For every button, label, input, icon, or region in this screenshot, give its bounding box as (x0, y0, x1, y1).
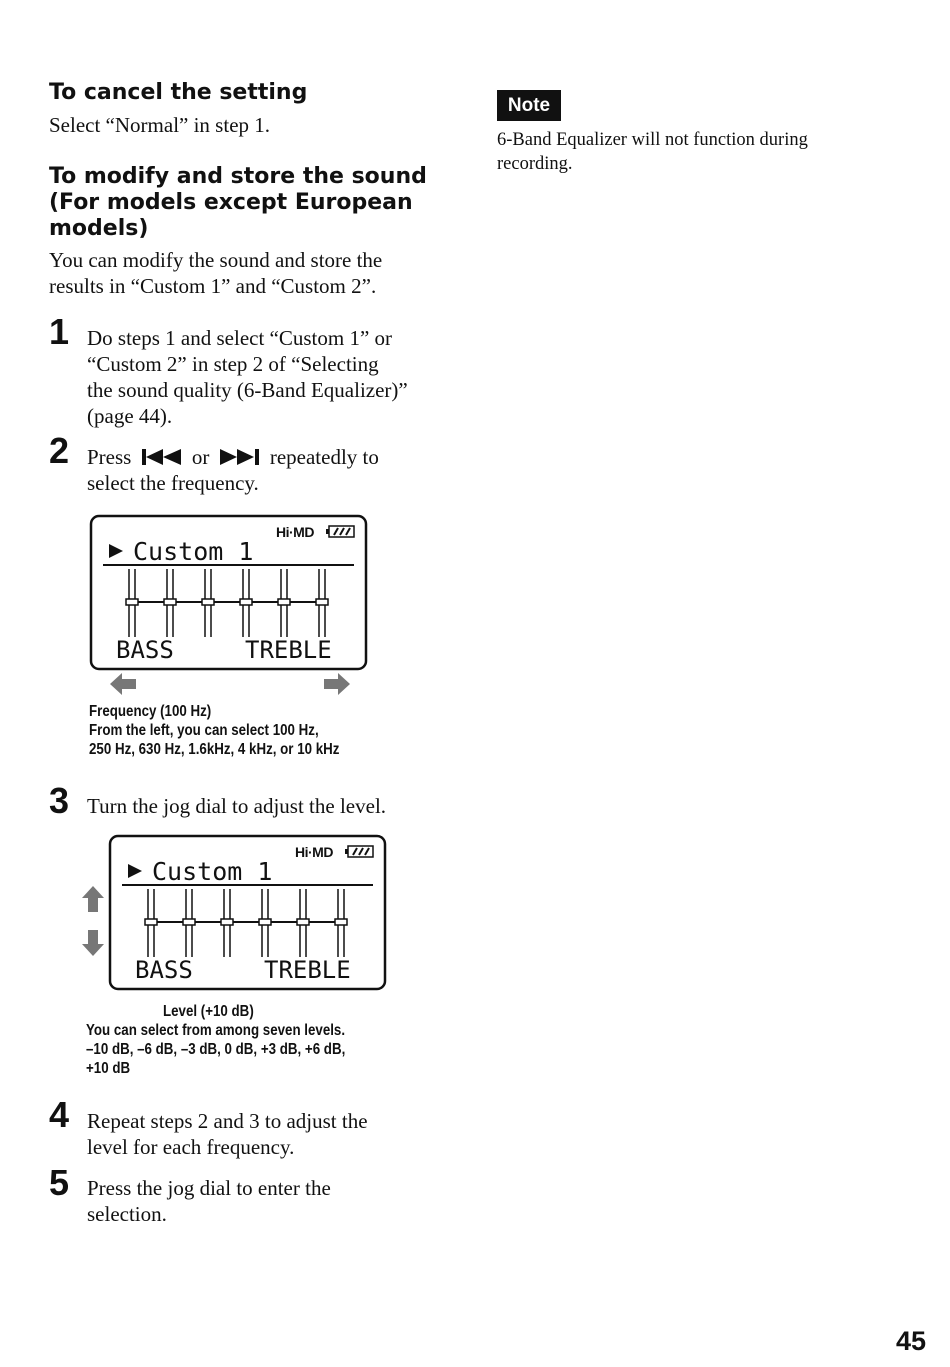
step-line: (page 44). (87, 404, 173, 428)
modify-heading-line: (For models except European (49, 190, 413, 215)
step-5-text (87, 1175, 331, 1227)
arrow-down-icon (82, 928, 104, 956)
caption-frequency (89, 702, 339, 759)
modify-text (49, 247, 382, 299)
lcd-treble-label: TREBLE (264, 956, 351, 984)
step-line: “Custom 2” in step 2 of “Selecting (87, 352, 379, 376)
lcd-bass-label: BASS (116, 636, 174, 664)
modify-text-line: results in “Custom 1” and “Custom 2”. (49, 274, 377, 298)
modify-heading-line: To modify and store the sound (49, 164, 427, 189)
step-line: select the frequency. (87, 471, 259, 495)
himd-logo: Hi·MD (295, 844, 333, 860)
modify-heading-line: models) (49, 216, 149, 241)
caption-line: Frequency (100 Hz) (89, 703, 212, 720)
caption-line: +10 dB (86, 1060, 131, 1077)
caption-level-title: Level (+10 dB) (163, 1003, 254, 1020)
step-2-mid: or (191, 445, 210, 469)
step-3-text: Turn the jog dial to adjust the level. (87, 794, 387, 818)
arrow-up-icon (82, 886, 104, 914)
step-line: selection. (87, 1202, 167, 1226)
note-text (497, 128, 808, 176)
caption-level (86, 1021, 345, 1078)
step-line (87, 444, 379, 470)
step-line: Press the jog dial to enter the (87, 1176, 331, 1200)
step-line: the sound quality (6-Band Equalizer)” (87, 378, 408, 402)
caption-line: 250 Hz, 630 Hz, 1.6kHz, 4 kHz, or 10 kHz (89, 741, 340, 758)
note-line: 6-Band Equalizer will not function during (497, 130, 808, 150)
lcd-title: Custom 1 (133, 537, 254, 566)
step-number: 1 (49, 311, 70, 352)
step-number: 4 (49, 1094, 70, 1135)
step-number: 2 (49, 430, 70, 471)
modify-heading (49, 164, 427, 242)
step-2-pre: Press (87, 445, 132, 469)
note-line: recording. (497, 154, 573, 174)
step-number: 5 (49, 1162, 70, 1203)
step-2-text (87, 444, 379, 496)
step-1-text (87, 325, 408, 429)
note-badge: Note (497, 90, 561, 121)
modify-text-line: You can modify the sound and store the (49, 248, 383, 272)
step-number: 3 (49, 780, 70, 821)
step-line: level for each frequency. (87, 1135, 295, 1159)
page-number: 45 (896, 1326, 927, 1356)
step-4-text (87, 1108, 368, 1160)
caption-line: –10 dB, –6 dB, –3 dB, 0 dB, +3 dB, +6 dB, (86, 1041, 346, 1058)
step-line: Do steps 1 and select “Custom 1” or (87, 326, 393, 350)
step-line: Repeat steps 2 and 3 to adjust the (87, 1109, 368, 1133)
arrow-left-icon (110, 673, 140, 695)
lcd-treble-label: TREBLE (245, 636, 332, 664)
step-2-post: repeatedly to (269, 445, 379, 469)
lcd-bass-label: BASS (135, 956, 193, 984)
lcd-display-level (108, 834, 387, 991)
cancel-text: Select “Normal” in step 1. (49, 113, 271, 137)
lcd-title: Custom 1 (152, 857, 273, 886)
caption-line: From the left, you can select 100 Hz, (89, 722, 319, 739)
caption-line: You can select from among seven levels. (86, 1022, 346, 1039)
previous-track-icon (141, 448, 183, 466)
cancel-heading: To cancel the setting (49, 80, 308, 105)
arrow-right-icon (322, 673, 352, 695)
himd-logo: Hi·MD (276, 524, 314, 540)
next-track-icon (219, 448, 261, 466)
lcd-display-frequency (89, 514, 368, 671)
